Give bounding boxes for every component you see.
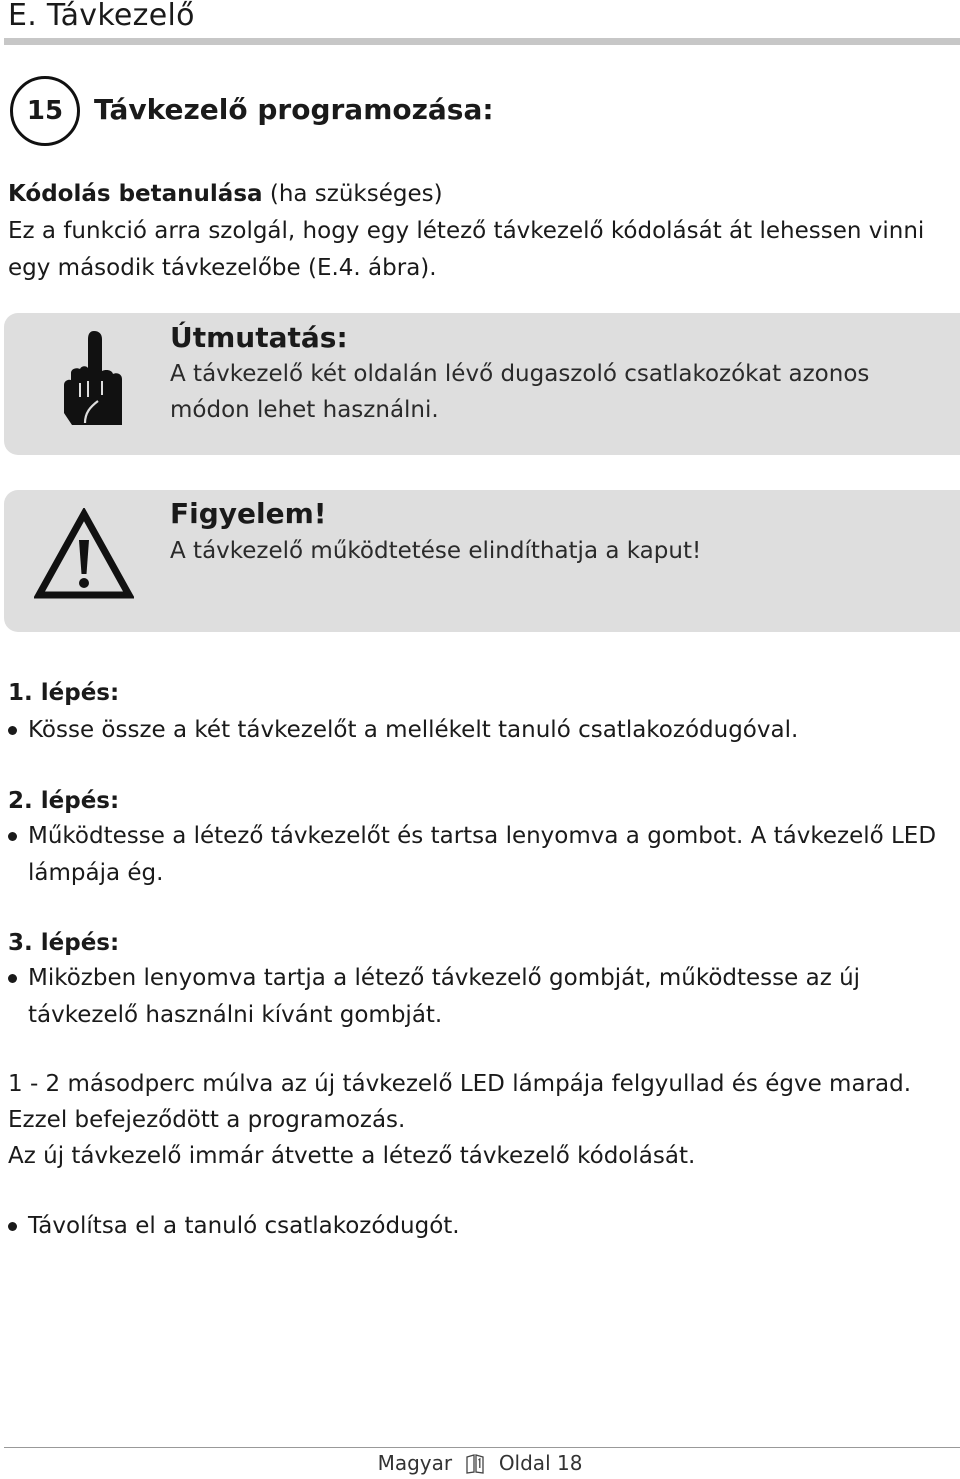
step-1-text: Kösse össze a két távkezelőt a mellékelt tanuló csatlakozódugóval.: [28, 717, 799, 743]
intro-subhead-bold: Kódolás betanulása: [8, 181, 263, 207]
page-title: E. Távkezelő: [8, 0, 195, 33]
bullet-dot: [8, 974, 17, 983]
step-2-label: 2. lépés:: [8, 788, 120, 814]
section-number-badge: 15: [10, 76, 80, 146]
note-text: A távkezelő két oldalán lévő dugaszoló csatlakozókat azonos módon lehet használni.: [170, 361, 870, 423]
note-box: [4, 313, 960, 455]
step-1-bullet: [8, 712, 953, 749]
result-line-3: Az új távkezelő immár átvette a létező távkezelő kódolását.: [8, 1143, 696, 1169]
step-2-bullet: [8, 818, 953, 892]
step-3-bullet: [8, 960, 953, 1034]
page-header: [0, 0, 960, 46]
intro-subhead: [8, 176, 948, 213]
intro-block: [8, 176, 948, 287]
final-bullet-text: Távolítsa el a tanuló csatlakozódugót.: [28, 1213, 460, 1239]
pointing-hand-icon: [60, 327, 124, 431]
book-icon: [466, 1454, 484, 1474]
warning-text: A távkezelő működtetése elindíthatja a kaput!: [170, 538, 702, 564]
bullet-dot: [8, 832, 17, 841]
result-line-2: Ezzel befejeződött a programozás.: [8, 1107, 406, 1133]
warning-title: Figyelem!: [170, 497, 327, 530]
section-heading: [10, 76, 910, 148]
warning-box: [4, 490, 960, 632]
intro-text: Ez a funkció arra szolgál, hogy egy létező távkezelő kódolását át lehessen vinni egy második távkezelőbe (E.4. ábra).: [8, 218, 925, 281]
step-3-text: Miközben lenyomva tartja a létező távkezelő gombját, működtesse az új távkezelő használni kívánt gombját.: [28, 965, 861, 1028]
bullet-dot: [8, 726, 17, 735]
result-line-1: 1 - 2 másodperc múlva az új távkezelő LED lámpája felgyullad és égve marad.: [8, 1071, 912, 1097]
final-bullet: [8, 1208, 953, 1245]
footer-rule: [4, 1447, 960, 1448]
page-footer: [0, 1450, 960, 1476]
note-title: Útmutatás:: [170, 321, 348, 354]
step-3-label: 3. lépés:: [8, 930, 120, 956]
section-title: Távkezelő programozása:: [94, 93, 494, 126]
result-paragraph: [8, 1066, 953, 1174]
header-rule: [4, 38, 960, 45]
step-2-text: Működtesse a létező távkezelőt és tartsa lenyomva a gombot. A távkezelő LED lámpája ég.: [28, 823, 937, 886]
warning-triangle-icon: [34, 508, 134, 600]
intro-subhead-rest: (ha szükséges): [262, 181, 443, 207]
footer-page: Oldal 18: [498, 1451, 583, 1475]
bullet-dot: [8, 1222, 17, 1231]
step-1-label: 1. lépés:: [8, 680, 120, 706]
footer-language: Magyar: [377, 1451, 453, 1475]
